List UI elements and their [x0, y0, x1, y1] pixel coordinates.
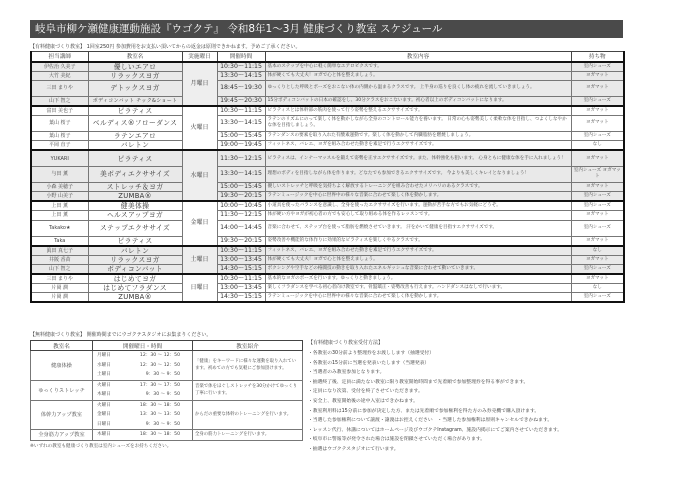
teacher-name: 小森 美穂子 — [31, 182, 88, 191]
class-name: ラテンエアロ — [88, 131, 182, 140]
class-name: はじめてヨガ — [88, 274, 182, 284]
slot-time: 9：30 ～ 9：50 — [145, 421, 180, 427]
class-description: ボクシングや空手などの格闘技の動きを取り入れたエネルギッシュな音楽に合わせて動いていきます。 — [265, 264, 571, 274]
teacher-name: YUKARI — [31, 150, 88, 166]
class-name: ZUMBA® — [88, 192, 182, 202]
header-class-name: 教室名 — [88, 52, 182, 62]
slot-day: 土曜日 — [97, 372, 111, 377]
free-class-slot — [95, 410, 190, 420]
reception-method-list — [308, 349, 688, 455]
class-description: ラテンのリズムにのって楽しく体を動かしながら全身のコントロール能力を養います。 日常の心も姿勢美しく柔軟な体を目指し、つよくしなやかな体を目指しましょう。 — [265, 115, 571, 131]
schedule-row — [31, 96, 624, 106]
items-to-bring: ヨガマット — [571, 211, 624, 220]
free-class-intro: 全身の筋力トレーニングを行います。 — [193, 430, 303, 441]
teacher-name: 三田 まりや — [31, 274, 88, 284]
schedule-row — [31, 274, 624, 284]
class-description: 体が硬い方やヨガが初心者の方でも安心して取り組める体を作るレッスンです。 — [265, 211, 571, 220]
items-to-bring: ヨガマット — [571, 150, 624, 166]
class-name: リラックスヨガ — [88, 255, 182, 264]
teacher-name: 小野 山美子 — [31, 192, 88, 202]
items-to-bring: ヨガマット — [571, 182, 624, 191]
items-to-bring: ヨガマット — [571, 106, 624, 116]
class-time: 11:30～12:15 — [217, 150, 265, 166]
class-description: 小道具を使ったバランスを意識し、全身を使ったエクササイズを行います。運動が苦手な方でもお気軽にどうぞ。 — [265, 201, 571, 211]
class-time: 15:00～15:45 — [217, 182, 265, 191]
class-name: ピラティス — [88, 236, 182, 246]
class-time: 18:45～19:30 — [217, 80, 265, 96]
slot-day: 火曜日 — [97, 402, 111, 408]
schedule-row — [31, 71, 624, 80]
class-description: ピラティスとは体幹部の筋肉を使って行う姿勢を整えるエクササイズです。 — [265, 106, 571, 116]
class-time: 19:45～20:30 — [217, 96, 265, 106]
free-class-intro: 音楽で体をほぐしストレッチを30分かけてゆっくり丁寧に行います。 — [193, 380, 303, 400]
class-description: ラテンミュージックを中心に世界中の様々な音楽に合わせて楽しく体を動かします。 — [265, 192, 571, 202]
reception-method-item: ・当選者のみ教室参加となります。 — [308, 370, 385, 376]
class-name: ボディコンバット — [88, 264, 182, 274]
teacher-name: 山下 智之 — [31, 96, 88, 106]
day-of-week: 日曜日 — [182, 274, 217, 302]
class-name: はじめてフラダンス — [88, 283, 182, 292]
slot-day: 火曜日 — [97, 382, 111, 388]
teacher-name: 山下 智之 — [31, 264, 88, 274]
class-time: 14:30～15:15 — [217, 264, 265, 274]
items-to-bring: 室内シューズ — [571, 293, 624, 303]
schedule-row — [31, 150, 624, 166]
schedule-row — [31, 201, 624, 211]
class-time: 11:30～12:15 — [217, 211, 265, 220]
day-of-week: 土曜日 — [182, 246, 217, 274]
free-class-row — [31, 380, 303, 400]
schedule-row — [31, 246, 624, 256]
class-description: フィットネス、バレエ、ヨガを組み合わせた動きを素足で行うエクササイズです。 — [265, 246, 571, 256]
schedule-table — [30, 51, 625, 303]
free-header-intro: 教室紹介 — [193, 341, 303, 351]
header-items: 持ち物 — [571, 52, 624, 62]
slot-time: 13：30 ～ 13：50 — [139, 412, 180, 417]
free-class-footnote: ※いずれの教室も健康づくり教室は室内シューズをお持ちください。 — [30, 444, 172, 449]
schedule-row — [31, 236, 624, 246]
class-time: 14:30～15:15 — [217, 293, 265, 303]
items-to-bring: なし — [571, 283, 624, 292]
schedule-header-row — [31, 52, 624, 62]
reception-method-item: ・各教室の30分前より整理券をお渡しします（抽選受付） — [308, 351, 435, 356]
items-to-bring: なし — [571, 246, 624, 256]
slot-time: 9：30 ～ 9：50 — [145, 372, 180, 377]
class-description: 15分ボディコンバットの日本の確認をし、30分クラスをおこないます。初心者以上のボディコンバットになります。 — [265, 96, 571, 106]
free-class-slot — [95, 381, 190, 391]
free-class-name: 健康体操 — [31, 351, 93, 381]
class-time: 10:00～10:45 — [217, 201, 265, 211]
header-day: 実施曜日 — [182, 52, 217, 62]
class-name: ボディコンバット チック&ショート — [88, 96, 182, 106]
schedule-row — [31, 62, 624, 72]
schedule-row — [31, 106, 624, 116]
schedule-row — [31, 115, 624, 131]
free-class-slot — [95, 430, 190, 440]
schedule-row — [31, 293, 624, 303]
teacher-name: 片岡 潤 — [31, 293, 88, 303]
class-name: リラックスヨガ — [88, 71, 182, 80]
class-name: ZUMBA® — [88, 293, 182, 303]
class-name: デトックスヨガ — [88, 80, 182, 96]
free-class-intro: 「健康」をキーワードに様々な運動を取り入れています。初めての方でも気軽にご参加頂けます。 — [193, 351, 303, 381]
class-time: 15:00～15:45 — [217, 131, 265, 140]
items-to-bring: なし — [571, 141, 624, 151]
free-class-slot — [95, 361, 190, 371]
class-name: 優しいエアロ — [88, 62, 182, 72]
reception-method-item: ・レッスン代行、休講についてはホームページ及びウゴクテInstagram、施設内掲示にてご案内させていただきます。 — [308, 427, 563, 433]
class-description: ゆっくりとした呼吸とポーズをおこない体の内側から温まるクラスです。 上半身の巡りを良くし体の疲れを流していきましょう。 — [265, 80, 571, 96]
teacher-name: 与田 薫 — [31, 166, 88, 182]
free-class-name: ゆっくりストレッチ — [31, 380, 93, 400]
schedule-row — [31, 192, 624, 202]
items-to-bring: 室内シューズ ヨガマット — [571, 166, 624, 182]
items-to-bring: ヨガマット — [571, 255, 624, 264]
reception-method-item: ・各教室の15分前に当選を発表いたします（当選発表） — [308, 360, 430, 366]
class-name: 美ボディエクササイズ — [88, 166, 182, 182]
schedule-row — [31, 131, 624, 140]
teacher-name: 伊佐治 久美子 — [31, 62, 88, 72]
free-class-row — [31, 351, 303, 381]
class-description: ピラティスは、インナーマッスルを鍛えて姿勢を正すエクササイズです。また、体幹強化も狙います。 心身ともに健康な体を手に入れましょう！ — [265, 150, 571, 166]
reception-method-item: ・教室利用料は15分前に参加が決定した方、または先着順で参加権利を得た方のみ券売機で購入頂けます。 — [308, 408, 540, 414]
schedule-row — [31, 211, 624, 220]
class-description: ラテンミュージックを中心に世界中の様々な音楽に合わせて楽しく体を動かします。 — [265, 293, 571, 303]
items-to-bring: 室内シューズ — [571, 96, 624, 106]
free-class-name: 全身筋力アップ教室 — [31, 430, 93, 441]
class-name: ストレッチ＆ヨガ — [88, 182, 182, 191]
class-name: ベルディス®フローダンス — [88, 115, 182, 131]
reception-method-item: ・定員になり次第、受付を終了させていただきます。 — [308, 389, 423, 395]
schedule-row — [31, 182, 624, 191]
class-name: バレトン — [88, 246, 182, 256]
class-description: 音楽に合わせて、ステップ台を使って脂肪を燃焼させていきます。 汗をかいて健康を目指すエクササイズです。 — [265, 220, 571, 236]
schedule-row — [31, 255, 624, 264]
day-of-week: 月曜日 — [182, 62, 217, 106]
class-name: ステップエクササイズ — [88, 220, 182, 236]
class-time: 10:30～11:15 — [217, 246, 265, 256]
teacher-name: 上田 薫 — [31, 211, 88, 220]
free-class-name: 体幹力アップ教室 — [31, 400, 93, 430]
schedule-row — [31, 264, 624, 274]
reception-method-item: ・安全上、教室開始後の途中入室はできかねます。 — [308, 398, 418, 404]
class-name: ピラティス — [88, 150, 182, 166]
teacher-name: Takako★ — [31, 220, 88, 236]
class-time: 10:30～11:15 — [217, 106, 265, 116]
teacher-name: Taka — [31, 236, 88, 246]
free-class-table — [30, 340, 303, 441]
free-class-slot — [95, 390, 190, 400]
items-to-bring: 室内シューズ — [571, 62, 624, 72]
reception-method-title: 【有料健康づくり教室受付方法】 — [308, 340, 384, 346]
class-name: 健美体操 — [88, 201, 182, 211]
teacher-name: 葉山 桜子 — [31, 131, 88, 140]
items-to-bring: ヨガマット — [571, 236, 624, 246]
items-to-bring: ヨガマット — [571, 71, 624, 80]
class-description: 体が硬くても大丈夫！ヨガで心と体を整えましょう。 — [265, 255, 571, 264]
header-time: 開催時間 — [217, 52, 265, 62]
items-to-bring: ヨガマット — [571, 115, 624, 131]
slot-time: 12：30 ～ 12：50 — [139, 362, 180, 368]
free-class-slot — [95, 420, 190, 430]
slot-day: 木曜日 — [97, 432, 111, 437]
slot-day: 日曜日 — [97, 421, 111, 427]
day-of-week: 金曜日 — [182, 201, 217, 245]
class-name: ヘルスアップヨガ — [88, 211, 182, 220]
class-name: バレトン — [88, 141, 182, 151]
free-class-intro: からだの重要な体幹のトレーニングを行います。 — [193, 400, 303, 430]
free-class-slot — [95, 401, 190, 411]
slot-day: 水曜日 — [97, 362, 111, 368]
teacher-name: 三田 まりや — [31, 80, 88, 96]
class-time: 13:30～14:15 — [217, 166, 265, 182]
class-description: ラテンダンスの要素を取り入れた有酸素運動です。楽しく体を動かして内臓脂肪を燃焼しましょう。 — [265, 131, 571, 140]
schedule-row — [31, 141, 624, 151]
slot-time: 18：30 ～ 18：50 — [139, 402, 180, 408]
class-time: 10:30～11:15 — [217, 274, 265, 284]
teacher-name: 眞田 真七子 — [31, 246, 88, 256]
teacher-name: 井阪 香苗 — [31, 255, 88, 264]
items-to-bring: 室内シューズ — [571, 264, 624, 274]
class-description: 優しいストレッチと呼吸を気持ちよく解放するトレーニングを組み合わせたメリハリのあるクラスです。 — [265, 182, 571, 191]
reception-method-item: ・岐阜市に警報等が発令された場合は施設を閉鎖させていただく場合があります。 — [308, 437, 486, 443]
items-to-bring: 室内シューズ — [571, 201, 624, 211]
slot-day: 金曜日 — [97, 412, 111, 417]
class-time: 19:00～19:45 — [217, 141, 265, 151]
teacher-name: 平岡 直子 — [31, 141, 88, 151]
slot-time: 9：30 ～ 9：50 — [145, 392, 180, 397]
class-description: 姿勢改善や機能的な体作りに効果的なピラティスを楽しくやるクラスです。 — [265, 236, 571, 246]
class-description: 楽しくフラダンスを学べる初心者向け教室です。骨盤矯正・姿勢改善も行えます。ハンドダンスはなしで行います。 — [265, 283, 571, 292]
class-time: 19:30～20:15 — [217, 192, 265, 202]
teacher-name: 上田 薫 — [31, 201, 88, 211]
class-time: 10:30～11:15 — [217, 62, 265, 72]
class-time: 13:00～13:45 — [217, 283, 265, 292]
class-description: 基本的なヨガのポーズを行います。ゆっくりと動きましょう。 — [265, 274, 571, 284]
slot-day: 月曜日 — [97, 353, 111, 358]
schedule-row — [31, 283, 624, 292]
class-description: 基本のステップを中心に軽く簡単なエアロビクスです。 — [265, 62, 571, 72]
items-to-bring: ヨガマット — [571, 80, 624, 96]
free-class-slots — [93, 380, 193, 400]
free-class-slot — [95, 351, 190, 361]
slot-time: 17：30 ～ 17：50 — [139, 382, 180, 388]
header-content: 教室内容 — [265, 52, 571, 62]
free-class-note: 【無料健康づくり教室】 開催時間までにウゴクテスタジオにお集まりください。 — [30, 332, 212, 338]
slot-time: 12：30 ～ 12：50 — [139, 353, 180, 358]
day-of-week: 水曜日 — [182, 150, 217, 201]
reception-method-item: ・抽選はウゴクテスタジオにて行います。 — [308, 446, 399, 452]
reception-method-section — [308, 339, 688, 455]
reception-method-item: ・抽選終了後、定員に満たない教室に限り教室開始時間まで先着順で参加整理券を得る事ができます。 — [308, 379, 529, 385]
class-time: 13:00～13:45 — [217, 255, 265, 264]
teacher-name: 片岡 潤 — [31, 283, 88, 292]
day-of-week: 火曜日 — [182, 106, 217, 150]
items-to-bring: ヨガマット — [571, 274, 624, 284]
slot-day: 木曜日 — [97, 392, 111, 397]
items-to-bring: 室内シューズ — [571, 220, 624, 236]
schedule-row — [31, 166, 624, 182]
items-to-bring: 室内シューズ — [571, 131, 624, 140]
teacher-name: 富田 美也子 — [31, 106, 88, 116]
items-to-bring: 室内シューズ — [571, 192, 624, 202]
free-header-row — [31, 341, 303, 351]
schedule-row — [31, 80, 624, 96]
class-description: フィットネス、バレエ、ヨガを組み合わせた動きを素足で行うエクササイズです。 — [265, 141, 571, 151]
free-header-name: 教室名 — [31, 341, 93, 351]
header-teacher: 担当講師 — [31, 52, 88, 62]
reception-method-item: ・当選した参加権利について譲渡・譲渡はお控えください ・当選した参加権利は原則キャンセルできかねます。 — [308, 418, 553, 424]
class-time: 13:30～14:15 — [217, 71, 265, 80]
class-time: 13:30～14:15 — [217, 115, 265, 131]
paid-class-note: 【有料健康づくり教室】 1回室250円 参加費用をお支払い頂いてからの返金は原則できかねます。予めご了承ください。 — [30, 44, 301, 50]
class-time: 14:00～14:45 — [217, 220, 265, 236]
free-class-slots — [93, 351, 193, 381]
free-class-row — [31, 400, 303, 430]
page-title: 岐阜市柳ケ瀬健康運動施設『ウゴクテ』 令和8年1～3月 健康づくり教室 スケジュール — [30, 20, 623, 38]
class-description: 理想のボディを目指しながら体を作ります。どなたでも参加できるエクササイズです。 今よりも美しくキレイとなりましょう！ — [265, 166, 571, 182]
free-class-slot — [95, 370, 190, 380]
teacher-name: 大竹 美紀 — [31, 71, 88, 80]
free-class-slots — [93, 430, 193, 441]
free-class-slots — [93, 400, 193, 430]
class-time: 19:30～20:15 — [217, 236, 265, 246]
slot-time: 18：30 ～ 18：50 — [139, 432, 180, 437]
schedule-row — [31, 220, 624, 236]
teacher-name: 葉山 桜子 — [31, 115, 88, 131]
free-class-row — [31, 430, 303, 441]
class-description: 体が硬くても大丈夫！ヨガで心と体を整えましょう。 — [265, 71, 571, 80]
free-header-schedule: 開催曜日・時間 — [93, 341, 193, 351]
class-name: ピラティス — [88, 106, 182, 116]
